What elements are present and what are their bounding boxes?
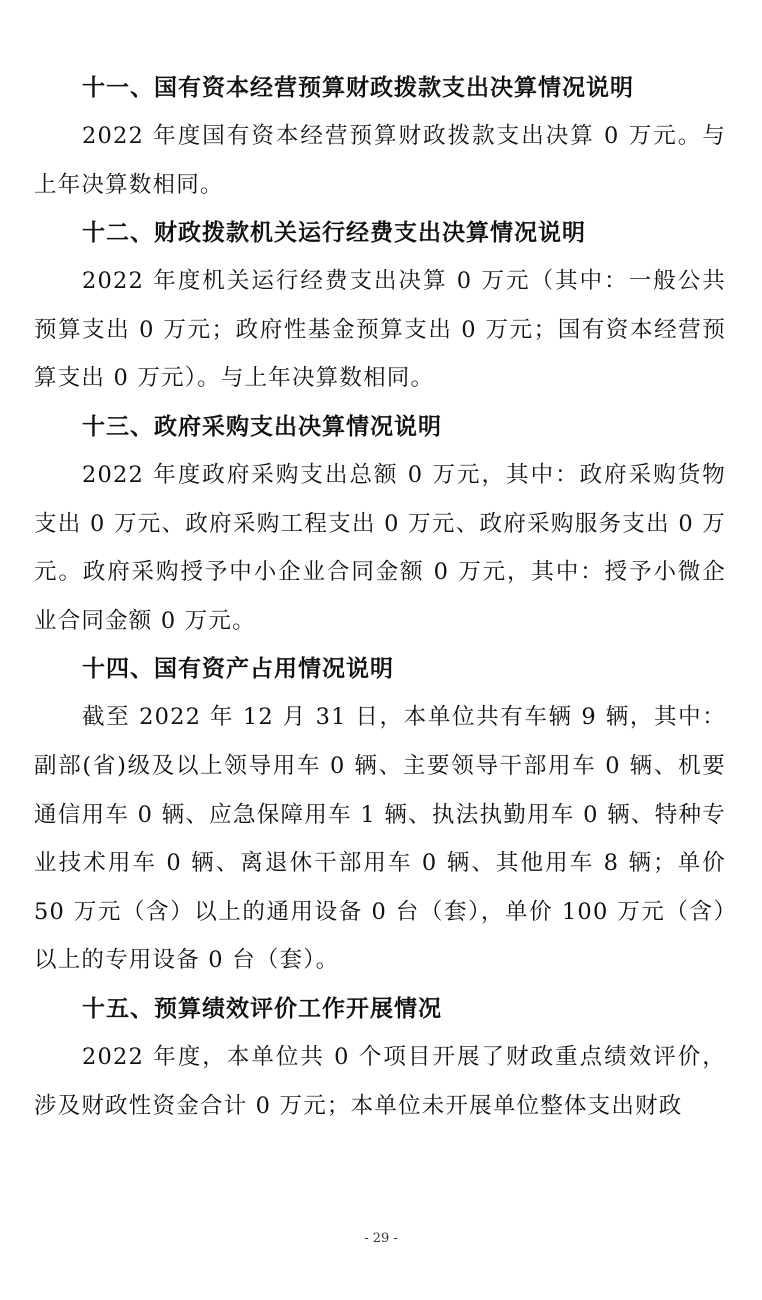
section-body-11: 2022 年度国有资本经营预算财政拨款支出决算 0 万元。与上年决算数相同。 [34, 123, 726, 198]
section-body-12: 2022 年度机关运行经费支出决算 0 万元（其中：一般公共预算支出 0 万元；政府性基金预算支出 0 万元；国有资本经营预算支出 0 万元）。与上年决算数相同。 [34, 268, 726, 392]
section-body-14: 截至 2022 年 12 月 31 日，本单位共有车辆 9 辆，其中：副部(省)级及以上领导用车 0 辆、主要领导干部用车 0 辆、机要通信用车 0 辆、应急保障用车 1 辆、执法执勤用车 0 辆、特种专业技术用车 0 辆、离退休干部用车 0 辆、其他用车 8 辆；单价 50 万元（含）以上的通用设备 0 台（套），单价 100 万元（含）以上的专用设备 0 台（套）。 [34, 704, 726, 974]
section-heading-15: 十五、预算绩效评价工作开展情况 [82, 995, 442, 1022]
section-body-13: 2022 年度政府采购支出总额 0 万元，其中：政府采购货物支出 0 万元、政府采购工程支出 0 万元、政府采购服务支出 0 万元。政府采购授予中小企业合同金额 0 万元，其中：授予小微企业合同金额 0 万元。 [34, 461, 726, 634]
page-number: - 29 - [364, 1231, 398, 1246]
document-page [34, 64, 726, 1130]
section-heading-13: 十三、政府采购支出决算情况说明 [82, 413, 442, 440]
section-heading-12: 十二、财政拨款机关运行经费支出决算情况说明 [82, 220, 586, 247]
section-heading-14: 十四、国有资产占用情况说明 [82, 656, 394, 683]
section-body-15: 2022 年度，本单位共 0 个项目开展了财政重点绩效评价，涉及财政性资金合计 0 万元；本单位未开展单位整体支出财政 [34, 1043, 726, 1119]
section-heading-11: 十一、国有资本经营预算财政拨款支出决算情况说明 [82, 75, 634, 101]
